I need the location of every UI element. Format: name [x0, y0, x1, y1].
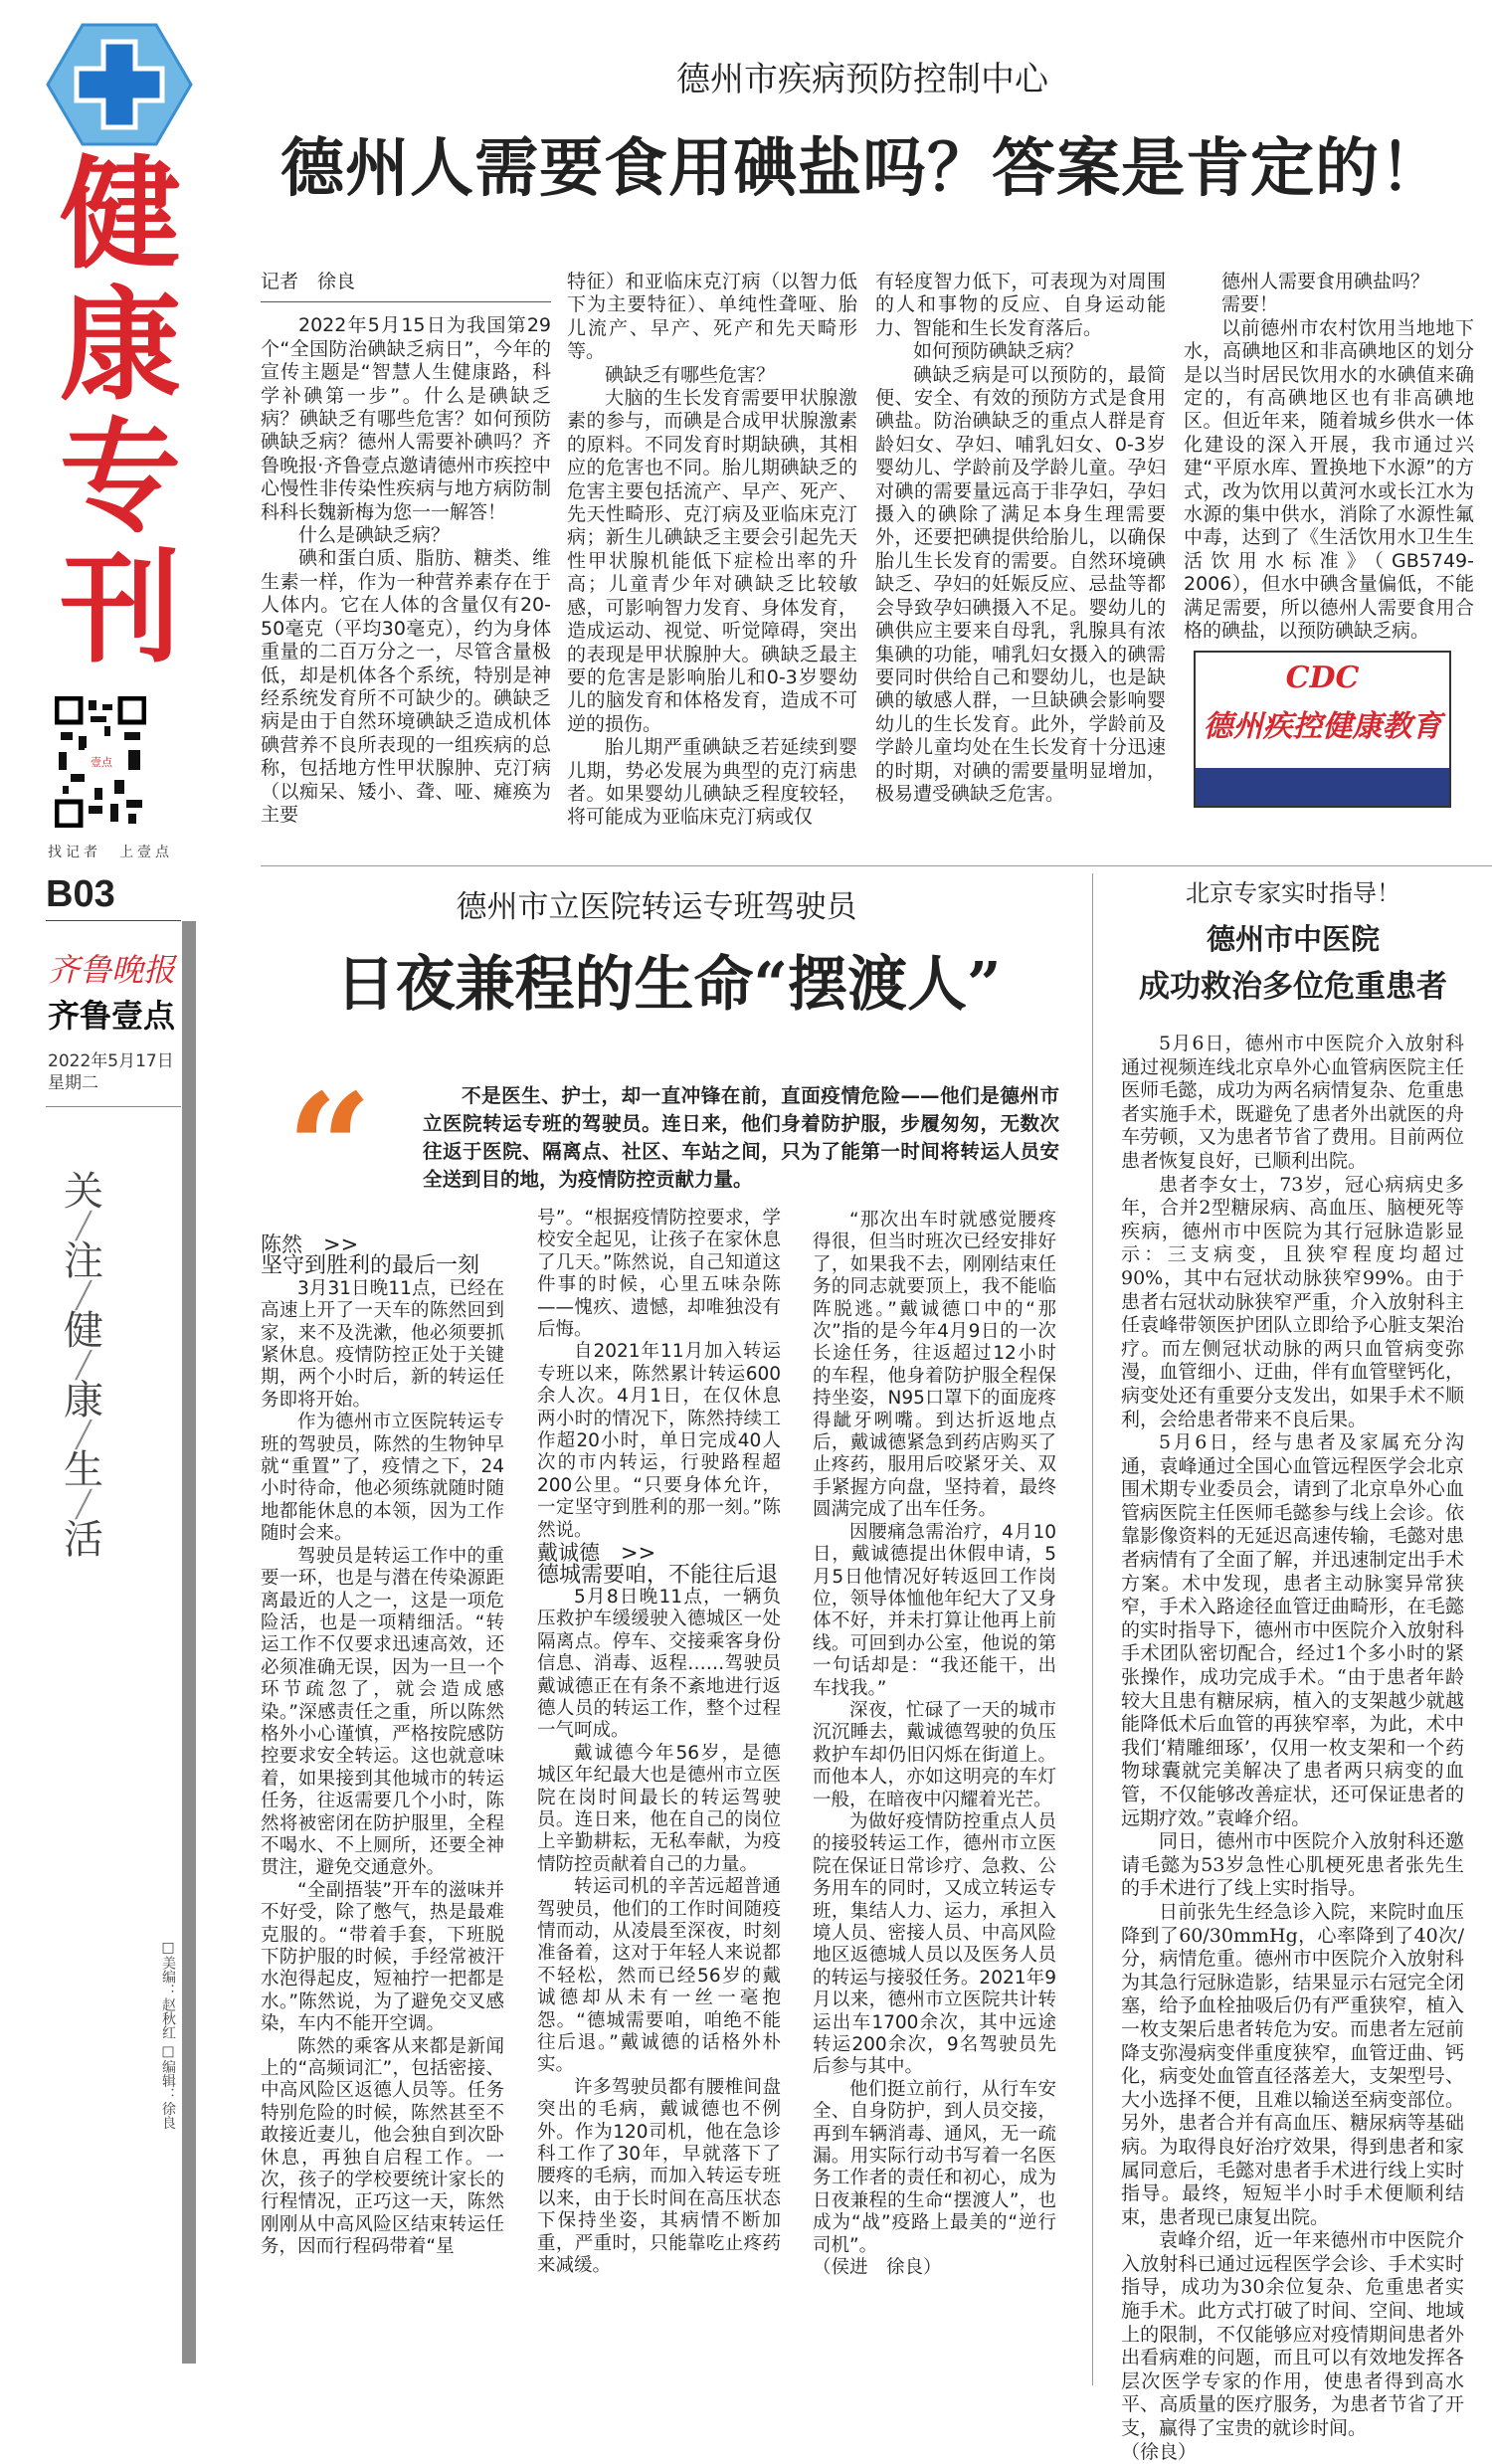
paragraph: “全副捂装”开车的滋味并不好受，除了憋气，热是最难克服的。“带着手套，下班脱下防护服的时候，手经常被汗水泡得起皮，短袖拧一把都是水。”陈然说，为了避免交叉感染，车内不能开空调。 [261, 1879, 504, 2035]
motto-separator: ╱ [76, 1421, 92, 1450]
profile-name: 戴诚德 >> [537, 1541, 656, 1566]
paragraph: 5月6日，德州市中医院介入放射科通过视频连线北京阜外心血管病医院主任医师毛懿，成功为两名病情复杂、危重患者实施手术，既避免了患者外出就医的舟车劳顿，又为患者节省了费用。目前两位患者恢复良好，已顺利出院。 [1121, 1033, 1464, 1172]
quote-mark-icon: “ [286, 1061, 373, 1236]
motto-char: 活 [64, 1517, 103, 1563]
paragraph: 2022年5月15日为我国第29个“全国防治碘缺乏病日”，今年的宣传主题是“智慧人生健康路，科学补碘第一步”。什么是碘缺乏病？碘缺乏有哪些危害？如何预防碘缺乏病？德州人需要补碘吗？齐鲁晚报·齐鲁壹点邀请德州市疾控中心慢性非传染性疾病与地方病防制科科长魏新梅为您一一解答！ [261, 314, 551, 523]
motto-char: 注 [64, 1238, 103, 1284]
paragraph-continued: 号”。“根据疫情防控要求，学校安全起见，让孩子在家休息了几天。”陈然说，自己知道这件事的时候，心里五味杂陈——愧疚、遗憾，却唯独没有后悔。 [537, 1208, 781, 1341]
paragraph: 因腰痛急需治疗，4月10日，戴诚德提出休假申请，5月5日他情况好转返回工作岗位，领导体恤他年纪大了又身体不好，并未打算让他再上前线。可回到办公室，他说的第一句话却是：“我还能干，出车找我。” [813, 1521, 1056, 1699]
motto-separator: ╱ [76, 1351, 92, 1381]
motto-char: 关 [64, 1169, 103, 1215]
paper-logo: 齐鲁晚报 [48, 951, 176, 989]
author-credit: （侯进 徐良） [813, 2257, 942, 2279]
paragraph: 袁峰介绍，近一年来德州市中医院介入放射科已通过远程医学会诊、手术实时指导，成功为30余位复杂、危重患者实施手术。此方式打破了时间、空间、地域上的限制，不仅能够应对疫情期间患者外出看病难的问题，而且可以有效地发挥各层次医学专家的作用，使患者得到高水平、高质量的医疗服务，为患者节省了开支，赢得了宝贵的就诊时间。 [1121, 2229, 1464, 2440]
issue-date: 2022年5月17日 [48, 1051, 174, 1071]
paragraph: 需要！ [1221, 293, 1279, 316]
driver-intro: 不是医生、护士，却一直冲锋在前，直面疫情危险——他们是德州市立医院转运专班的驾驶员。连日来，他们身着防护服，步履匆匆，无数次往返于医院、隔离点、社区、车站之间，只为了能第一时间将转运人员安全送到目的地，为疫情防控贡献力量。 [423, 1084, 1059, 1191]
book-stripe [1196, 764, 1449, 806]
paragraph: 作为德州市立医院转运专班的驾驶员，陈然的生物钟早就“重置”了，疫情之下，24小时待命，他必须练就随时随地都能休息的本领，因为工作随时会来。 [261, 1412, 504, 1545]
paragraph: 碘缺乏病是可以预防的，最简便、安全、有效的预防方式是食用碘盐。防治碘缺乏的重点人群是育龄妇女、孕妇、哺乳妇女、0-3岁婴幼儿、学龄前及学龄儿童。孕妇对碘的需要量远高于非孕妇，孕妇摄入的碘除了满足本身生理需要外，还要把碘提供给胎儿，以确保胎儿生长发育的需要。自然环境碘缺乏、孕妇的妊娠反应、忌盐等都会导致孕妇碘摄入不足。婴幼儿的碘供应主要来自母乳，乳腺具有浓集碘的功能，哺乳妇女摄入的碘需要同时供给自己和婴幼儿，也是缺碘的敏感人群，一旦缺碘会影响婴幼儿的生长发育。此外，学龄前及学龄儿童均处在生长发育十分迅速的时期，对碘的需要量明显增加，极易遭受碘缺乏危害。 [875, 363, 1166, 805]
motto-separator: ╱ [76, 1281, 92, 1311]
paragraph: 许多驾驶员都有腰椎间盘突出的毛病，戴诚德也不例外。作为120司机，他在急诊科工作了30年，早就落下了腰疼的毛病，而加入转运专班以来，由于长时间在高压状态下保持坐姿，其病情不断加重，严重时，只能靠吃止疼药来减缓。 [537, 2076, 781, 2277]
profile-name: 陈然 >> [261, 1232, 359, 1256]
paragraph: “那次出车时就感觉腰疼得很，但当时班次已经安排好了，如果我不去，刚刚结束任务的同志就要顶上，我不能临阵脱逃。”戴诚德口中的“那次”指的是今年4月9日的一次长途任务，往返超过12小时的车程，他身着防护服全程保持坐姿，N95口罩下的面庞疼得龇牙咧嘴。到达折返地点后，戴诚德紧急到药店购买了止疼药，服用后咬紧牙关、双手紧握方向盘，坚持着，最终圆满完成了出车任务。 [813, 1210, 1056, 1521]
driver-column-3 [813, 1210, 1056, 2280]
paragraph: 自2021年11月加入转运专班以来，陈然累计转运600余人次。4月1日，在仅休息两小时的情况下，陈然持续工作超20小时，单日完成40人次的市内转运，行驶路程超200公里。“只要身体允许，一定坚守到胜利的那一刻。”陈然说。 [537, 1341, 781, 1541]
paragraph: 3月31日晚11点，已经在高速上开了一天车的陈然回到家，来不及洗漱，他必须要抓紧休息。疫情防控正处于关键期，两个小时后，新的转运任务即将开始。 [261, 1277, 504, 1411]
hospital-headline-1: 德州市中医院 [1206, 922, 1380, 956]
top-article-column-4 [1184, 271, 1474, 644]
motto-separator: ╱ [76, 1212, 92, 1241]
paragraph-continued: 有轻度智力低下，可表现为对周围的人和事物的反应、自身运动能力、智能和生长发育落后。 [875, 271, 1166, 339]
paragraph: 深夜，忙碌了一天的城市沉沉睡去，戴诚德驾驶的负压救护车却仍旧闪烁在街道上。而他本人，亦如这明亮的车灯一般，在暗夜中闪耀着光芒。 [813, 1699, 1056, 1810]
hospital-kicker: 北京专家实时指导！ [1186, 879, 1400, 907]
paragraph: 他们挺立前行，从行车安全、自身防护，到人员交接，再到车辆消毒、通风，无一疏漏。用实际行动书写着一名医务工作者的责任和初心，成为日夜兼程的生命“摆渡人”，也成为“战”疫路上最美的“逆行司机”。 [813, 2078, 1056, 2256]
top-article-column-3 [875, 271, 1166, 806]
paragraph: 大脑的生长发育需要甲状腺激素的参与，而碘是合成甲状腺激素的原料。不同发育时期缺碘，其相应的危害也不同。胎儿期碘缺乏的危害主要包括流产、早产、死产、先天性畸形、克汀病及亚临床克汀病；新生儿碘缺乏主要会引起先天性甲状腺机能低下症检出率的升高；儿童青少年对碘缺乏比较敏感，可影响智力发育、身体发育，造成运动、视觉、听觉障碍，突出的表现是甲状腺肿大。碘缺乏最主要的危害是影响胎儿和0-3岁婴幼儿的脑发育和体格发育，造成不可逆的损伤。 [567, 387, 857, 735]
paragraph: 5月6日，经与患者及家属充分沟通，袁峰通过全国心血管远程医学会北京围术期专业委员会，请到了北京阜外心血管病医院主任医师毛懿参与线上会诊。依靠影像资料的无延迟高速传输，毛懿对患者病情有了全面了解，并迅速制定出手术方案。术中发现，患者主动脉窦异常狭窄，手术入路途径血管迂曲畸形，在毛懿的实时指导下，德州市中医院介入放射科手术团队密切配合，经过1个多小时的紧张操作，成功完成手术。“由于患者年龄较大且患有糖尿病，植入的支架越少就越能降低术后血管的再狭窄率，为此，术中我们‘精雕细琢’，仅用一枚支架和一个药物球囊就完美解决了患者两只病变的血管，不仅能够改善症状，还可保证患者的远期疗效。”袁峰介绍。 [1121, 1431, 1464, 1829]
paragraph: 什么是碘缺乏病？ [298, 524, 451, 547]
motto-char: 生 [64, 1447, 103, 1493]
paragraph: 胎儿期严重碘缺乏若延续到婴儿期，势必发展为典型的克汀病患者。如果婴幼儿碘缺乏程度较轻，将可能成为亚临床克汀病或仅 [567, 736, 857, 829]
paragraph: 患者李女士，73岁，冠心病病史多年，合并2型糖尿病、高血压、脑梗死等疾病，德州市中医院为其行冠脉造影显示：三支病变，且狭窄程度均超过90%，其中右冠状动脉狭窄99%。由于患者右冠状动脉狭窄严重，介入放射科主任袁峰带领医护团队立即给予心脏支架治疗。而左侧冠状动脉的两只血管病变弥漫，血管细小、迂曲，伴有血管壁钙化，病变处还有重要分支发出，如果手术不顺利，会给患者带来不良后果。 [1121, 1173, 1464, 1430]
paragraph: 德州人需要食用碘盐吗？ [1221, 271, 1430, 292]
cdc-mark: CDC [1285, 661, 1360, 695]
paragraph: 为做好疫情防控重点人员的接驳转运工作，德州市立医院在保证日常诊疗、急救、公务用车的同时，又成立转运专班，集结人力、运力，承担入境人员、密接人员、中高风险地区返德城人员以及医务人员的转运与接驳任务。2021年9月以来，德州市立医院共计转运出车1700余次，其中远途转运200余次，9名驾驶员先后参与其中。 [813, 1810, 1056, 2078]
page-number: B03 [46, 873, 115, 915]
paragraph: 驾驶员是转运工作中的重要一环，也是与潜在传染源距离最近的人之一，这是一项危险活，也是一项精细活。“转运工作不仅要求迅速高效，还必须准确无误，因为一旦一个环节疏忽了，就会造成感染。”深感责任之重，所以陈然格外小心谨慎，严格按院感防控要求安全转运。这也就意味着，如果接到其他城市的转运任务，往返需要几个小时，陈然将被密闭在防护服里，全程不喝水、不上厕所，还要全神贯注，避免交通意外。 [261, 1545, 504, 1879]
section-title: 健康专刊 [60, 144, 181, 679]
paragraph: 戴诚德今年56岁，是德城区年纪最大也是德州市立医院在岗时间最长的转运驾驶员。连日来，他在自己的岗位上辛勤耕耘，无私奉献，为疫情防控贡献着自己的力量。 [537, 1742, 781, 1875]
qr-caption: 找记者 上壹点 [48, 845, 173, 860]
top-article-column-2 [567, 271, 857, 830]
health-cross-logo [46, 22, 193, 147]
masthead-rule [46, 920, 181, 921]
editor: □编辑：徐良 [160, 2043, 176, 2130]
paragraph: 碘和蛋白质、脂肪、糖类、维生素一样，作为一种营养素存在于人体内。它在人体的含量仅有20-50毫克（平均30毫克），约为身体重量的二百万分之一，尽管含量极低，却是机体各个系统，特别是神经系统发育所不可缺少的。碘缺乏病是由于自然环境碘缺乏造成机体碘营养不良所表现的一组疾病的总称，包括地方性甲状腺肿、克汀病（以痴呆、矮小、聋、哑、瘫痪为主要 [261, 547, 551, 826]
qr-code [55, 696, 146, 828]
section-heading: 坚守到胜利的最后一刻 [261, 1253, 480, 1279]
art-editor: □美编：赵秋红 [160, 1940, 176, 2039]
column-motto [54, 1166, 113, 1566]
driver-kicker: 德州市立医院转运专班驾驶员 [456, 889, 857, 925]
paragraph: 同日，德州市中医院介入放射科还邀请毛懿为53岁急性心肌梗死患者张先生的手术进行了线上实时指导。 [1121, 1830, 1464, 1900]
cdc-logo-box [1194, 651, 1451, 808]
cdc-logo-text: 德州疾控健康教育 [1203, 709, 1442, 744]
paragraph: 碘缺乏有哪些危害？ [605, 363, 776, 386]
paragraph: 转运司机的辛苦远超普通驾驶员，他们的工作时间随疫情而动，从凌晨至深夜，时刻准备着，这对于年轻人来说都不轻松，然而已经56岁的戴诚德却从未有一丝一毫抱怨。“德城需要咱，咱绝不能往后退。”戴诚德的话格外朴实。 [537, 1876, 781, 2076]
driver-column-2 [537, 1208, 781, 2278]
paragraph: 以前德州市农村饮用当地地下水，高碘地区和非高碘地区的划分是以当时居民饮用水的水碘值来确定的，有高碘地区也有非高碘地区。但近年来，随着城乡供水一体化建设的深入开展，我市通过兴建“平原水库、置换地下水源”的方式，改为饮用以黄河水或长江水为水源的集中供水，消除了水源性氟中毒，达到了《生活饮用水卫生生活饮用水标准》（GB5749-2006），但水中碘含量偏低，不能满足需要，所以德州人需要食用合格的碘盐，以预防碘缺乏病。 [1184, 316, 1474, 643]
motto-separator: ╱ [76, 1490, 92, 1520]
app-logo: 齐鲁壹点 [48, 997, 176, 1035]
paragraph-continued: 特征）和亚临床克汀病（以智力低下为主要特征）、单纯性聋哑、胎儿流产、早产、死产和先天畸形等。 [567, 271, 857, 363]
motto-char: 康 [64, 1378, 103, 1423]
hospital-article-body [1121, 1033, 1464, 2464]
svg-text:壹点: 壹点 [91, 756, 112, 769]
driver-headline: 日夜兼程的生命“摆渡人” [335, 950, 1002, 1020]
column-divider [1092, 873, 1093, 2385]
top-kicker: 德州市疾病预防控制中心 [676, 60, 1048, 99]
section-divider [261, 865, 1492, 866]
paragraph: 5月8日晚11点，一辆负压救护车缓缓驶入德城区一处隔离点。停车、交接乘客身份信息、消毒、返程……驾驶员戴诚德正在有条不紊地进行返德人员的转运工作，整个过程一气呵成。 [537, 1586, 781, 1742]
motto-char: 健 [64, 1308, 103, 1354]
author-credit: （徐良） [1121, 2440, 1198, 2463]
paragraph: 日前张先生经急诊入院，来院时血压降到了60/30mmHg，心率降到了40次/分，病情危重。德州市中医院介入放射科为其急行冠脉造影，结果显示右冠完全闭塞，给予血栓抽吸后仍有严重狭窄，植入一枚支架后患者转危为安。而患者左冠前降支弥漫病变伴重度狭窄，血管迂曲、钙化，病变处血管直径落差大，支架型号、大小选择不便，且难以输送至病变部位。另外，患者合并有高血压、糖尿病等基础病。为取得良好治疗效果，得到患者和家属同意后，毛懿对患者手术进行线上实时指导。最终，短短半小时手术便顺利结束，患者现已康复出院。 [1121, 1900, 1464, 2228]
paragraph: 如何预防碘缺乏病？ [913, 340, 1084, 363]
masthead-rule-2 [46, 1106, 181, 1107]
issue-weekday: 星期二 [48, 1073, 98, 1093]
paragraph: 陈然的乘客从来都是新闻上的“高频词汇”，包括密接、中高风险区返德人员等。任务特别危险的时候，陈然甚至不敢接近妻儿，他会独自到次卧休息，再独自启程工作。一次，孩子的学校要统计家长的行程情况，正巧这一天，陈然刚刚从中高风险区结束转运任务，因而行程码带着“星 [261, 2035, 504, 2258]
gray-side-bar [182, 921, 196, 2364]
hospital-headline-2: 成功救治多位危重患者 [1139, 969, 1447, 1005]
driver-column-1 [261, 1233, 504, 2259]
byline: 记者 徐良 [261, 271, 551, 302]
editor-credits [159, 1940, 177, 2129]
section-heading: 德城需要咱，不能往后退 [537, 1562, 779, 1588]
top-article-column-1 [261, 271, 551, 827]
top-headline: 德州人需要食用碘盐吗？答案是肯定的！ [280, 131, 1444, 206]
